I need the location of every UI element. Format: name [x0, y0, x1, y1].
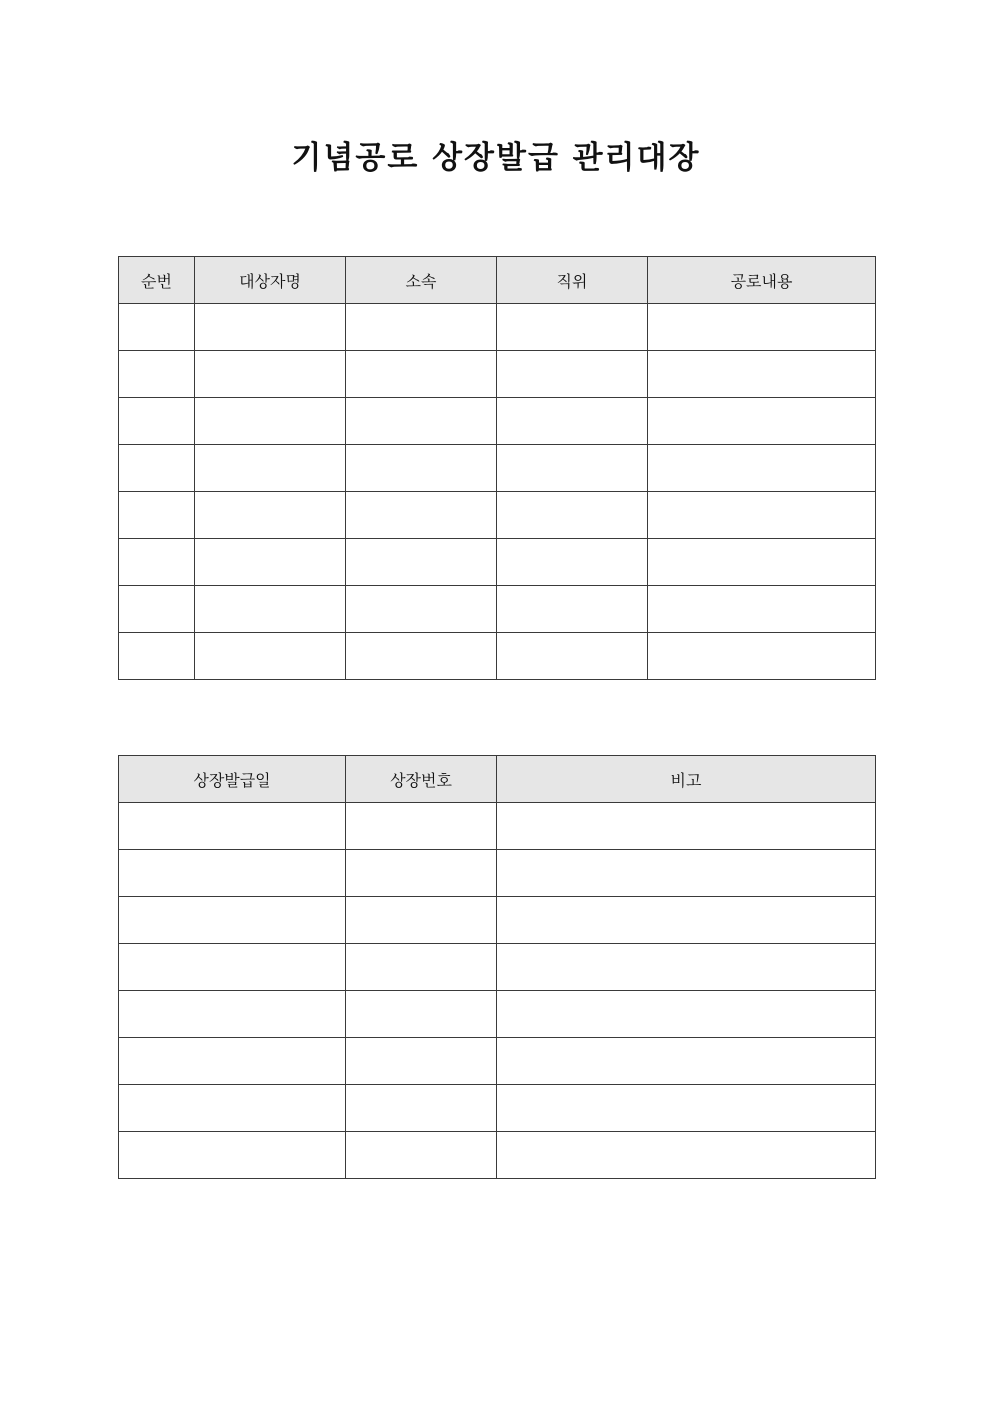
table-cell: [346, 539, 497, 586]
table-row: [119, 897, 876, 944]
table-cell: [497, 1085, 876, 1132]
table-row: [119, 944, 876, 991]
table-cell: [648, 445, 876, 492]
table-cell: [195, 304, 346, 351]
table-cell: [648, 586, 876, 633]
table-cell: [195, 445, 346, 492]
table-cell: [497, 991, 876, 1038]
table-cell: [346, 991, 497, 1038]
table-cell: [119, 445, 195, 492]
table-cell: [346, 351, 497, 398]
table-cell: [497, 445, 648, 492]
table-row: [119, 445, 876, 492]
table-cell: [497, 850, 876, 897]
table-row: [119, 492, 876, 539]
table-header-row: [119, 756, 876, 803]
table-cell: [648, 351, 876, 398]
header-cell-merit-details: 공로내용: [648, 257, 876, 304]
header-cell-remarks: 비고: [497, 756, 876, 803]
table-cell: [648, 539, 876, 586]
table-cell: [346, 492, 497, 539]
table-cell: [119, 1085, 346, 1132]
table-row: [119, 351, 876, 398]
table-cell: [497, 398, 648, 445]
table-cell: [119, 803, 346, 850]
table-cell: [648, 492, 876, 539]
table-cell: [346, 897, 497, 944]
table-cell: [119, 539, 195, 586]
table-cell: [119, 398, 195, 445]
table-cell: [346, 850, 497, 897]
header-cell-position: 직위: [497, 257, 648, 304]
table-cell: [119, 1132, 346, 1179]
table-row: [119, 633, 876, 680]
table-cell: [119, 586, 195, 633]
table-cell: [497, 1132, 876, 1179]
issue-table-body: [119, 803, 876, 1179]
table-row: [119, 586, 876, 633]
table-cell: [497, 1038, 876, 1085]
table-cell: [648, 398, 876, 445]
table-row: [119, 1038, 876, 1085]
table-cell: [119, 633, 195, 680]
table-cell: [497, 304, 648, 351]
table-row: [119, 991, 876, 1038]
table-cell: [346, 944, 497, 991]
table-cell: [346, 586, 497, 633]
header-cell-certificate-number: 상장번호: [346, 756, 497, 803]
table-cell: [346, 1085, 497, 1132]
table-cell: [497, 944, 876, 991]
table-cell: [119, 850, 346, 897]
table-cell: [195, 586, 346, 633]
table-cell: [119, 944, 346, 991]
table-row: [119, 539, 876, 586]
table-cell: [497, 803, 876, 850]
table-cell: [346, 1038, 497, 1085]
table-cell: [195, 633, 346, 680]
table-cell: [119, 991, 346, 1038]
table-cell: [119, 492, 195, 539]
table-cell: [346, 398, 497, 445]
table-cell: [346, 445, 497, 492]
table-row: [119, 1085, 876, 1132]
table-row: [119, 398, 876, 445]
award-register-table: [118, 256, 876, 680]
table-cell: [346, 633, 497, 680]
header-cell-recipient-name: 대상자명: [195, 257, 346, 304]
table-row: [119, 850, 876, 897]
header-cell-issue-date: 상장발급일: [119, 756, 346, 803]
issuance-record-table: [118, 755, 876, 1179]
header-cell-affiliation: 소속: [346, 257, 497, 304]
table-row: [119, 1132, 876, 1179]
table-cell: [497, 492, 648, 539]
table-cell: [497, 897, 876, 944]
table-cell: [346, 1132, 497, 1179]
table-cell: [497, 351, 648, 398]
table-cell: [346, 304, 497, 351]
table-cell: [195, 539, 346, 586]
table-cell: [119, 897, 346, 944]
table-cell: [497, 633, 648, 680]
table-cell: [195, 351, 346, 398]
table-cell: [119, 1038, 346, 1085]
table-cell: [346, 803, 497, 850]
table-cell: [648, 633, 876, 680]
page-title: 기념공로 상장발급 관리대장: [291, 140, 701, 176]
table-cell: [195, 398, 346, 445]
table-cell: [497, 586, 648, 633]
table-cell: [119, 304, 195, 351]
table-row: [119, 803, 876, 850]
table-cell: [497, 539, 648, 586]
award-table-body: [119, 304, 876, 680]
table-cell: [648, 304, 876, 351]
table-row: [119, 304, 876, 351]
header-cell-number: 순번: [119, 257, 195, 304]
table-cell: [119, 351, 195, 398]
table-cell: [195, 492, 346, 539]
table-header-row: [119, 257, 876, 304]
